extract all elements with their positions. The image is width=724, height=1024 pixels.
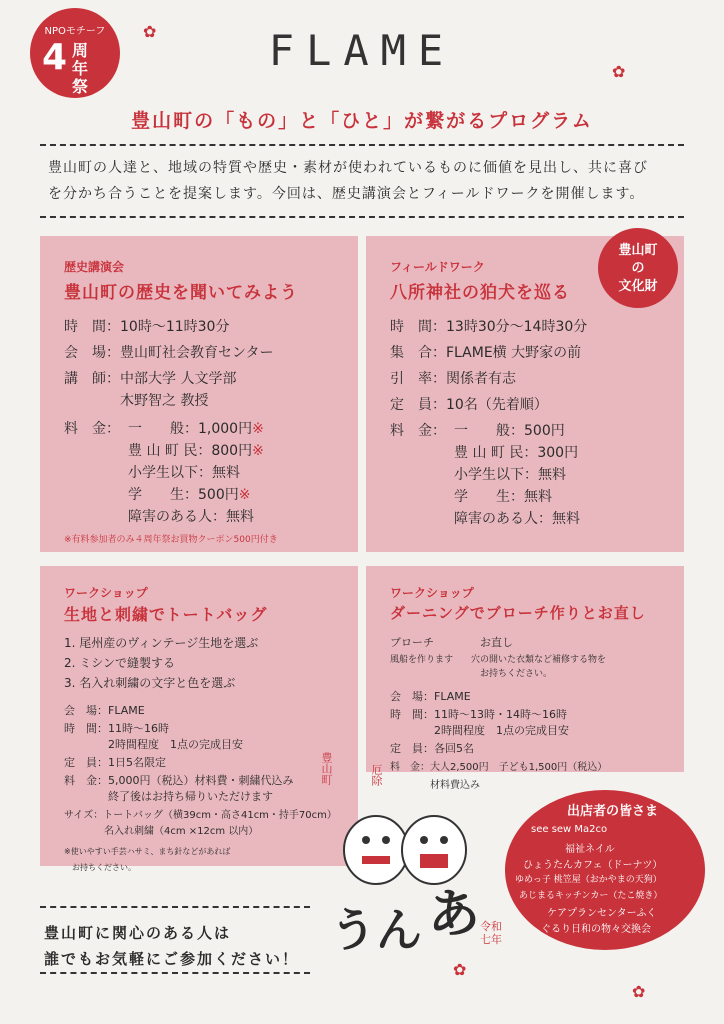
vendor-item: ひょうたんカフェ（ドーナツ） [523, 860, 663, 871]
tag-toyoyama: 豊山町 [320, 752, 333, 785]
tote-workshop-panel [40, 566, 358, 866]
tag-yakuyoke: 厄除 [370, 764, 383, 786]
info-row: 2時間程度 1点の完成目安 [390, 724, 569, 737]
era-stamp: 令和七年 [480, 920, 502, 946]
history-lecture-panel [40, 236, 358, 552]
vendor-item: あじまるキッチンカー（たこ焼き） [519, 891, 663, 901]
vendor-item: ケアプランセンターふく [547, 908, 657, 919]
divider [40, 144, 684, 146]
info-row: 料 金：大人2,500円 子ども1,500円（税込） [390, 762, 608, 773]
info-row: 時 間：11時〜13時・14時〜16時 [390, 708, 567, 721]
info-row: 木野智之 教授 [64, 393, 209, 409]
darning-workshop-panel [366, 566, 684, 772]
vendors-badge [505, 790, 705, 950]
vendors-title: 出店者の皆さま [567, 804, 659, 819]
fee-row: 学 生：無料 [454, 489, 552, 505]
fee-row: 一 般：1,000円※ [128, 421, 264, 437]
desc: お持ちください。 [390, 669, 553, 679]
badge-org: NPOモチーフ [44, 26, 106, 37]
plum-flower-icon: ✿ [632, 982, 646, 1001]
coupon-note: ※有料参加者のみ４周年祭お買物クーポン500円付き [64, 535, 278, 545]
info-row: 料 金：5,000円（税込）材料費・刺繍代込み [64, 774, 294, 787]
closing-message [44, 920, 299, 972]
cultural-property-badge: 豊山町 の 文化財 [598, 228, 678, 308]
info-row: 引 率：関係者有志 [390, 371, 516, 387]
panel-label: ワークショップ [64, 586, 148, 600]
vendor-item: ぐるり日和の物々交換会 [541, 924, 651, 935]
fee-row: 小学生以下：無料 [454, 467, 566, 483]
closing-line: 誰でもお気軽にご参加ください！ [44, 950, 300, 968]
info-row: 2時間程度 1点の完成目安 [64, 738, 243, 751]
info-row: サイズ：トートバッグ（横39cm・高さ41cm・持手70cm） [64, 810, 337, 821]
info-row: 材料費込み [390, 780, 480, 791]
step-item: 3. 名入れ刺繍の文字と色を選ぶ [64, 676, 236, 690]
subtitle: 豊山町の「もの」と「ひと」が繋がるプログラム [131, 110, 593, 132]
divider [40, 906, 310, 908]
badge-number: 4 [42, 37, 68, 78]
intro-line: を分かち合うことを提案します。今回は、歴史講演会とフィールドワークを開催します。 [48, 186, 645, 202]
fee-row: 障害のある人：無料 [128, 509, 254, 525]
fee-label: 料 金： [64, 421, 120, 437]
un-character: うん [330, 903, 422, 957]
desc: 風船を作ります 穴の開いた衣類など補修する物を [390, 655, 607, 665]
fee-row: 一 般：500円 [454, 423, 565, 439]
panel-label: 歴史講演会 [64, 260, 125, 274]
note: ※使いやすい手芸ハサミ、まち針などがあれば [64, 847, 231, 856]
note: お持ちください。 [64, 863, 136, 872]
info-row: 会 場：FLAME [64, 704, 145, 717]
closing-line: 豊山町に関心のある人は [44, 924, 232, 942]
fee-row: 豊 山 町 民：800円※ [128, 443, 264, 459]
panel-heading: 生地と刺繍でトートバッグ [64, 605, 268, 624]
intro-line: 豊山町の人達と、地域の特質や歴史・素材が使われているものに価値を見出し、共に喜び [48, 160, 648, 176]
badge-label: 周年祭 [71, 41, 88, 96]
info-row: 定 員：各回5名 [390, 742, 474, 755]
info-row: 終了後はお持ち帰りいただけます [64, 790, 273, 803]
vendor-item: 福祉ネイル [565, 844, 615, 855]
panel-heading: ダーニングでブローチ作りとお直し [390, 604, 646, 622]
step-item: 1. 尾州産のヴィンテージ生地を選ぶ [64, 636, 259, 650]
info-row: 講 師：中部大学 人文学部 [64, 371, 237, 387]
panel-heading: 豊山町の歴史を聞いてみよう [64, 283, 298, 303]
panel-label: ワークショップ [390, 586, 474, 600]
panel-label: フィールドワーク [390, 260, 485, 274]
info-row: 時 間：11時〜16時 [64, 722, 169, 735]
info-row: 集 合：FLAME横 大野家の前 [390, 345, 582, 361]
info-row: 名入れ刺繍（4cm ×12cm 以内） [64, 826, 259, 837]
fee-row: 豊 山 町 民：300円 [454, 445, 579, 461]
panel-heading: 八所神社の狛犬を巡る [390, 283, 570, 303]
plum-flower-icon: ✿ [453, 960, 467, 979]
fee-row: 学 生：500円※ [128, 487, 251, 503]
divider [40, 972, 310, 974]
fee-label: 料 金： [390, 423, 446, 439]
divider [40, 216, 684, 218]
repair-label: お直し [480, 636, 513, 649]
info-row: 定 員：10名（先着順） [390, 397, 548, 413]
info-row: 定 員：1日5名限定 [64, 756, 166, 769]
intro-text [48, 155, 688, 207]
fee-row: 障害のある人：無料 [454, 511, 580, 527]
plum-flower-icon: ✿ [612, 62, 626, 81]
step-item: 2. ミシンで縫製する [64, 656, 175, 670]
page-title: FLAME [268, 26, 456, 75]
vendor-item: see sew Ma2co [531, 824, 608, 835]
a-character: あ [428, 885, 481, 945]
info-row: 会 場：FLAME [390, 690, 471, 703]
vendor-item: ゆめっ子 桃笠屋（おかやまの天狗） [515, 875, 662, 885]
info-row: 時 間：10時〜11時30分 [64, 319, 230, 335]
info-row: 時 間：13時30分〜14時30分 [390, 319, 588, 335]
plum-flower-icon: ✿ [143, 22, 157, 41]
brooch-label: ブローチ [390, 636, 434, 649]
fee-row: 小学生以下：無料 [128, 465, 240, 481]
info-row: 会 場：豊山町社会教育センター [64, 345, 274, 361]
